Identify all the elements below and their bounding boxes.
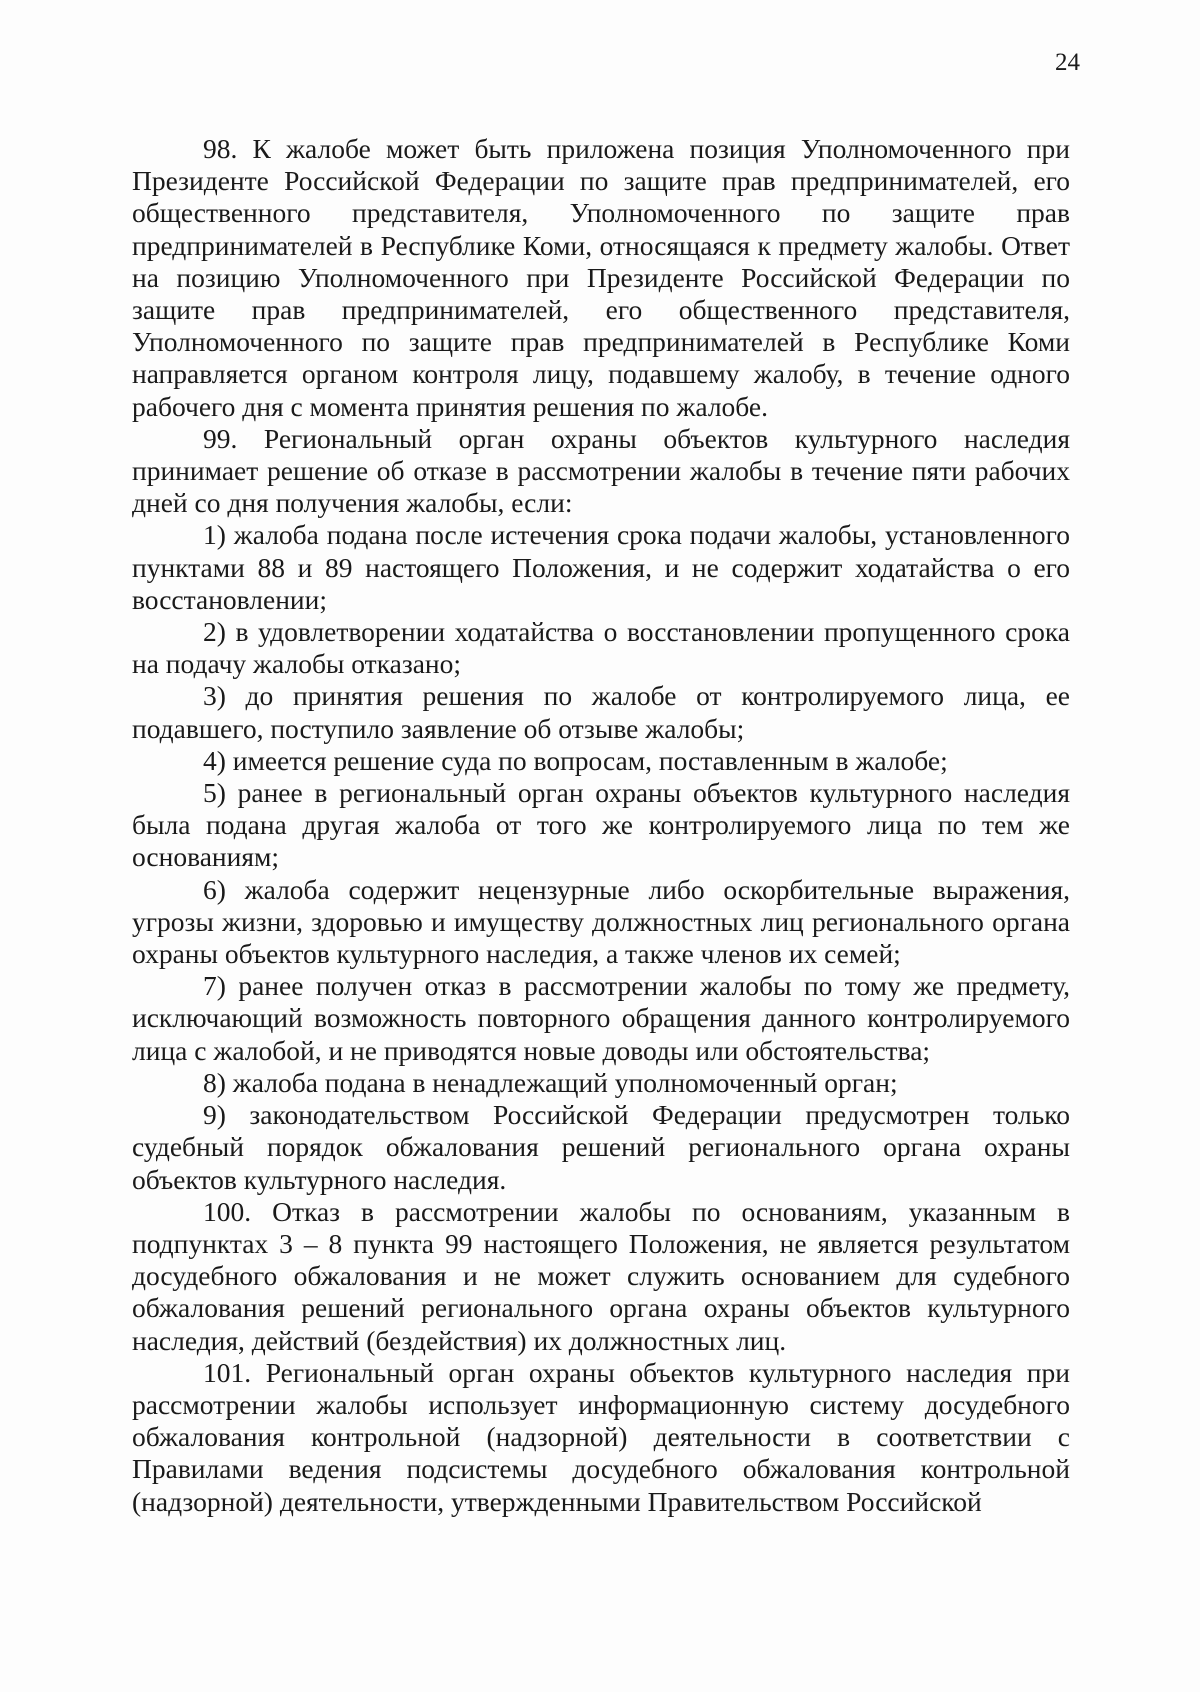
list-item-8: 8) жалоба подана в ненадлежащий уполномоченный орган; — [203, 1066, 898, 1098]
list-item-3: 3) до принятия решения по жалобе от контролируемого лица, ее подавшего, поступило заявление об отзыве жалобы; — [132, 680, 1070, 744]
paragraph-98: 98. К жалобе может быть приложена позиция Уполномоченного при Президенте Российской Федерации по защите прав предпринимателей, его общественного представителя, Уполномоченного по защите прав предпринимателей в Республике Коми, относящаяся к предмету жалобы. Ответ на позицию Уполномоченного при Президенте Российской Федерации по защите прав предпринимателей, его общественного представителя, Уполномоченного по защите прав предпринимателей в Республике Коми направляется органом контроля лицу, подавшему жалобу, в течение одного рабочего дня с момента принятия решения по жалобе. — [132, 133, 1070, 422]
list-item-1: 1) жалоба подана после истечения срока подачи жалобы, установленного пунктами 88 и 89 настоящего Положения, и не содержит ходатайства о его восстановлении; — [132, 519, 1070, 615]
list-item-2: 2) в удовлетворении ходатайства о восстановлении пропущенного срока на подачу жалобы отказано; — [132, 616, 1070, 680]
list-item-5: 5) ранее в региональный орган охраны объектов культурного наследия была подана другая жалоба от того же контролируемого лица по тем же основаниям; — [132, 777, 1070, 873]
document-body — [132, 133, 1070, 1518]
paragraph-99: 99. Региональный орган охраны объектов культурного наследия принимает решение об отказе в рассмотрении жалобы в течение пяти рабочих дней со дня получения жалобы, если: — [132, 422, 1070, 519]
list-item-9: 9) законодательством Российской Федерации предусмотрен только судебный порядок обжалования решений регионального органа охраны объектов культурного наследия. — [132, 1099, 1070, 1195]
paragraph-100: 100. Отказ в рассмотрении жалобы по основаниям, указанным в подпунктах 3 – 8 пункта 99 настоящего Положения, не является результатом досудебного обжалования и не может служить основанием для судебного обжалования решений регионального органа охраны объектов культурного наследия, действий (бездействия) их должностных лиц. — [132, 1195, 1070, 1356]
list-item-6: 6) жалоба содержит нецензурные либо оскорбительные выражения, угрозы жизни, здоровью и имуществу должностных лиц регионального органа охраны объектов культурного наследия, а также членов их семей; — [132, 873, 1070, 970]
list-item-7: 7) ранее получен отказ в рассмотрении жалобы по тому же предмету, исключающий возможность повторного обращения данного контролируемого лица с жалобой, и не приводятся новые доводы или обстоятельства; — [132, 970, 1070, 1066]
list-item-4: 4) имеется решение суда по вопросам, поставленным в жалобе; — [203, 744, 948, 776]
page-number: 24 — [1055, 49, 1080, 76]
paragraph-101: 101. Региональный орган охраны объектов культурного наследия при рассмотрении жалобы использует информационную систему досудебного обжалования контрольной (надзорной) деятельности в соответствии с Правилами ведения подсистемы досудебного обжалования контрольной (надзорной) деятельности, утвержденными Правительством Российской — [132, 1356, 1070, 1517]
